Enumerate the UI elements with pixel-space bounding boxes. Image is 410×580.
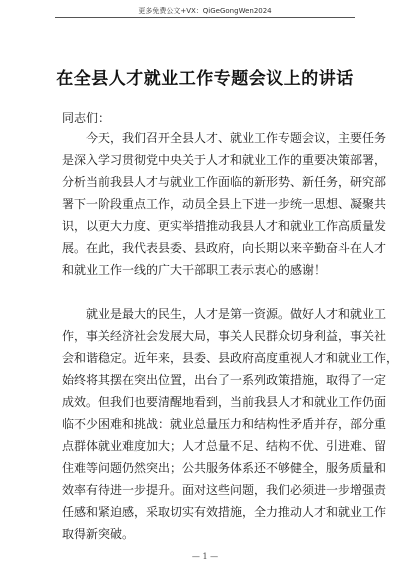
paragraph-line: 始终将其摆在突出位置，出台了一系列政策措施，取得了一定 [62,373,387,387]
paragraph-line: 效率有待进一步提升。面对这些问题，我们必须进一步增强责 [62,483,387,497]
paragraph-line: 住难等问题仍然突出；公共服务体系还不够健全，服务质量和 [62,461,387,475]
header-divider [55,17,355,18]
paragraph-line: 临不少困难和挑战：就业总量压力和结构性矛盾并存，部分重 [62,417,387,431]
paragraph-line: 会和谐稳定。近年来，县委、县政府高度重视人才和就业工作， [62,351,399,365]
paragraph-line: 点群体就业难度加大；人才总量不足、结构不优、引进难、留 [62,439,387,453]
paragraph-line: 和就业工作一线的广大干部职工表示衷心的感谢！ [62,263,327,277]
paragraph-line: 取得新突破。 [62,527,135,541]
paragraph-line: 展。在此，我代表县委、县政府，向长期以来辛勤奋斗在人才 [62,241,387,255]
paragraph-1 [62,127,387,281]
header-note: 更多免费公文+VX：QiGeGongWen2024 [138,7,272,15]
paragraph-line: 是深入学习贯彻党中央关于人才和就业工作的重要决策部署， [62,153,387,167]
paragraph-line: 分析当前我县人才与就业工作面临的新形势、新任务，研究部 [62,175,387,189]
paragraph-line: 就业是最大的民生，人才是第一资源。做好人才和就业工 [86,307,387,321]
paragraph-line: 任感和紧迫感，采取切实有效措施，全力推动人才和就业工作 [62,505,387,519]
paragraph-line: 署下一阶段重点工作，动员全县上下进一步统一思想、凝聚共 [62,197,387,211]
paragraph-line: 今天，我们召开全县人才、就业工作专题会议，主要任务 [86,131,387,145]
paragraph-2 [62,303,399,545]
salutation: 同志们： [62,111,111,125]
page-number: — 1 — [191,552,219,561]
paragraph-line: 作，事关经济社会发展大局，事关人民群众切身利益，事关社 [62,329,387,343]
paragraph-line: 成效。但我们也要清醒地看到，当前我县人才和就业工作仍面 [62,395,387,409]
paragraph-line: 识，以更大力度、更实举措推动我县人才和就业工作高质量发 [62,219,387,233]
document-title: 在全县人才就业工作专题会议上的讲话 [56,69,354,89]
